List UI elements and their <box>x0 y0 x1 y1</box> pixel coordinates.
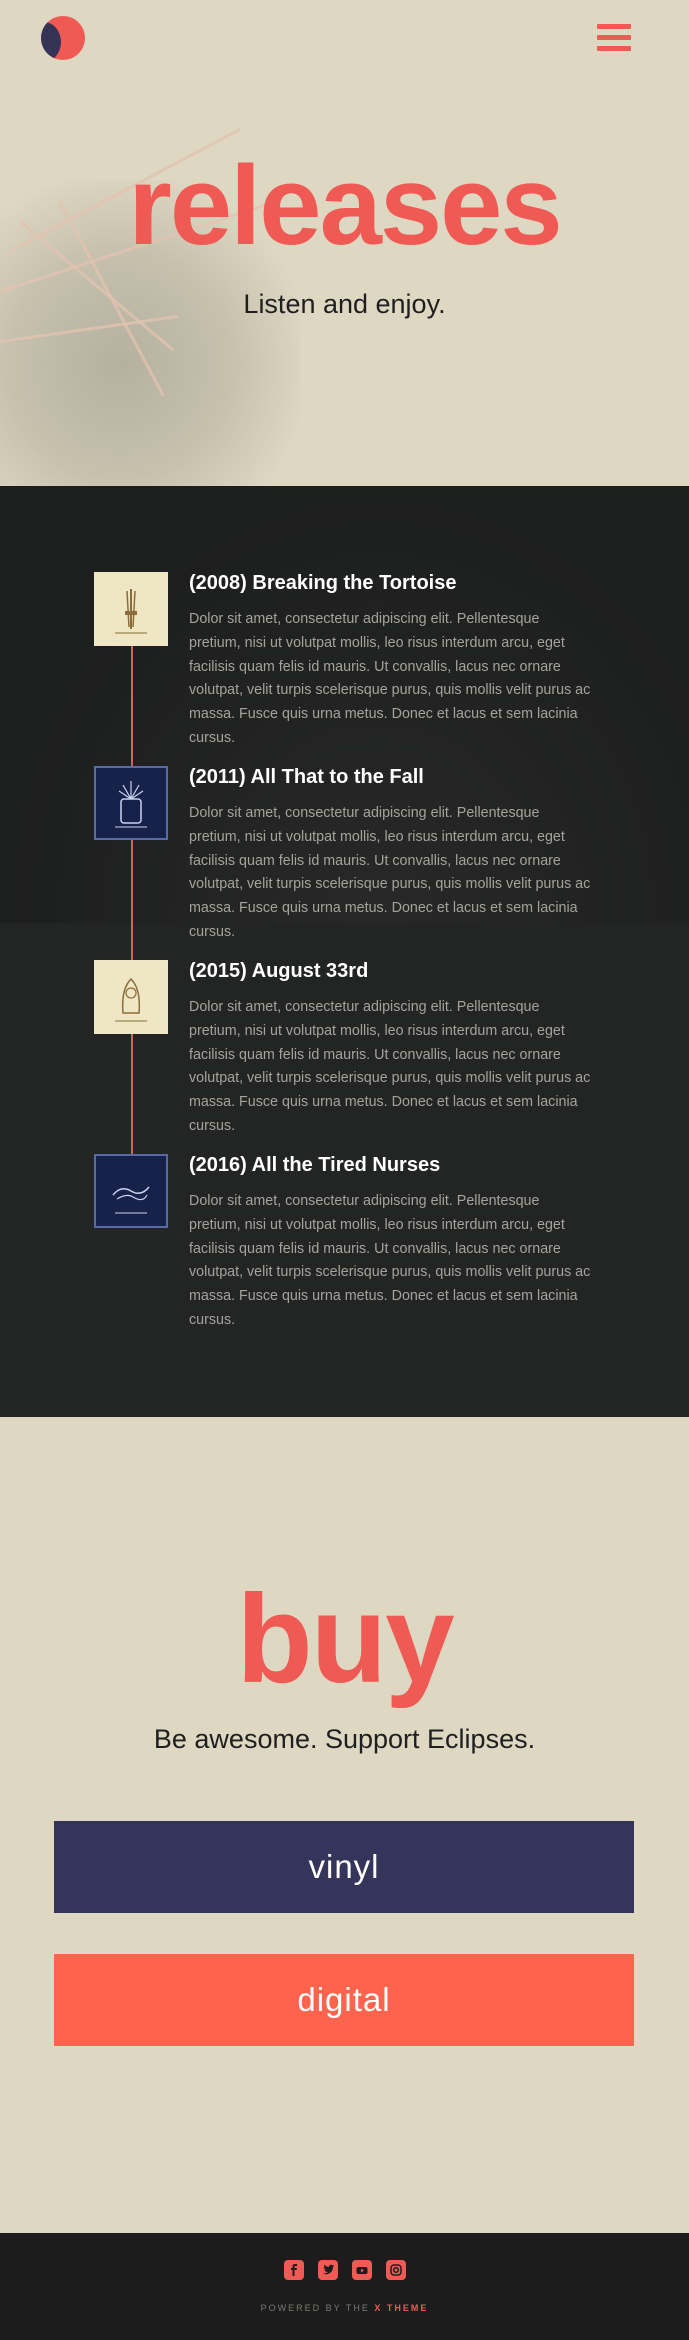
hamburger-menu-icon[interactable] <box>597 24 631 52</box>
creature-sketch-icon <box>103 1163 159 1219</box>
timeline-line <box>131 636 133 1176</box>
x-theme-link[interactable]: X THEME <box>374 2303 429 2313</box>
powered-by-prefix: POWERED BY THE <box>260 2303 375 2313</box>
release-title[interactable]: (2016) All the Tired Nurses <box>189 1154 441 1176</box>
plant-jar-icon <box>103 775 159 831</box>
album-cover-all-that-to-the-fall[interactable] <box>94 766 168 840</box>
buy-subtitle: Be awesome. Support Eclipses. <box>153 1724 536 1754</box>
release-title[interactable]: (2008) Breaking the Tortoise <box>189 572 457 594</box>
release-description: Dolor sit amet, consectetur adipiscing elit. Pellentesque pretium, nisi ut volutpat mollis, leo risus interdum arcu, eget facilisis quam felis id mauris. Ut convallis, lacus nec ornare volutpat, velit turpis scelerisque purus, quis mollis velit purus ac massa. Fusce quis urna metus. Donec et lacus et sem lacinia cursus. <box>189 805 591 940</box>
eclipse-logo[interactable] <box>41 16 85 60</box>
release-description: Dolor sit amet, consectetur adipiscing elit. Pellentesque pretium, nisi ut volutpat mollis, leo risus interdum arcu, eget facilisis quam felis id mauris. Ut convallis, lacus nec ornare volutpat, velit turpis scelerisque purus, quis mollis velit purus ac massa. Fusce quis urna metus. Donec et lacus et sem lacinia cursus. <box>189 999 591 1134</box>
facebook-icon[interactable] <box>284 2260 304 2280</box>
releases-subtitle: Listen and enjoy. <box>243 289 446 319</box>
release-description: Dolor sit amet, consectetur adipiscing elit. Pellentesque pretium, nisi ut volutpat mollis, leo risus interdum arcu, eget facilisis quam felis id mauris. Ut convallis, lacus nec ornare volutpat, velit turpis scelerisque purus, quis mollis velit purus ac massa. Fusce quis urna metus. Donec et lacus et sem lacinia cursus. <box>189 1193 591 1328</box>
releases-heading: releases <box>128 143 561 268</box>
releases-section <box>0 486 689 1417</box>
buy-section <box>0 1417 689 2233</box>
hero-section <box>0 0 689 486</box>
album-cover-breaking-the-tortoise[interactable] <box>94 572 168 646</box>
instagram-icon[interactable] <box>386 2260 406 2280</box>
buy-vinyl-button[interactable]: vinyl <box>54 1821 634 1913</box>
social-links <box>0 2260 689 2280</box>
release-title[interactable]: (2011) All That to the Fall <box>189 766 424 788</box>
powered-by-text <box>0 2303 689 2313</box>
twitter-icon[interactable] <box>318 2260 338 2280</box>
footer <box>0 2233 689 2340</box>
logo-moon-shape <box>41 22 61 60</box>
youtube-icon[interactable] <box>352 2260 372 2280</box>
buy-digital-button[interactable]: digital <box>54 1954 634 2046</box>
wheat-bundle-icon <box>103 581 159 637</box>
sketch-figure-icon <box>103 969 159 1025</box>
album-cover-august-33rd[interactable] <box>94 960 168 1034</box>
release-title[interactable]: (2015) August 33rd <box>189 960 369 982</box>
release-description: Dolor sit amet, consectetur adipiscing elit. Pellentesque pretium, nisi ut volutpat mollis, leo risus interdum arcu, eget facilisis quam felis id mauris. Ut convallis, lacus nec ornare volutpat, velit turpis scelerisque purus, quis mollis velit purus ac massa. Fusce quis urna metus. Donec et lacus et sem lacinia cursus. <box>189 611 591 746</box>
buy-heading: buy <box>236 1570 453 1709</box>
album-cover-all-the-tired-nurses[interactable] <box>94 1154 168 1228</box>
